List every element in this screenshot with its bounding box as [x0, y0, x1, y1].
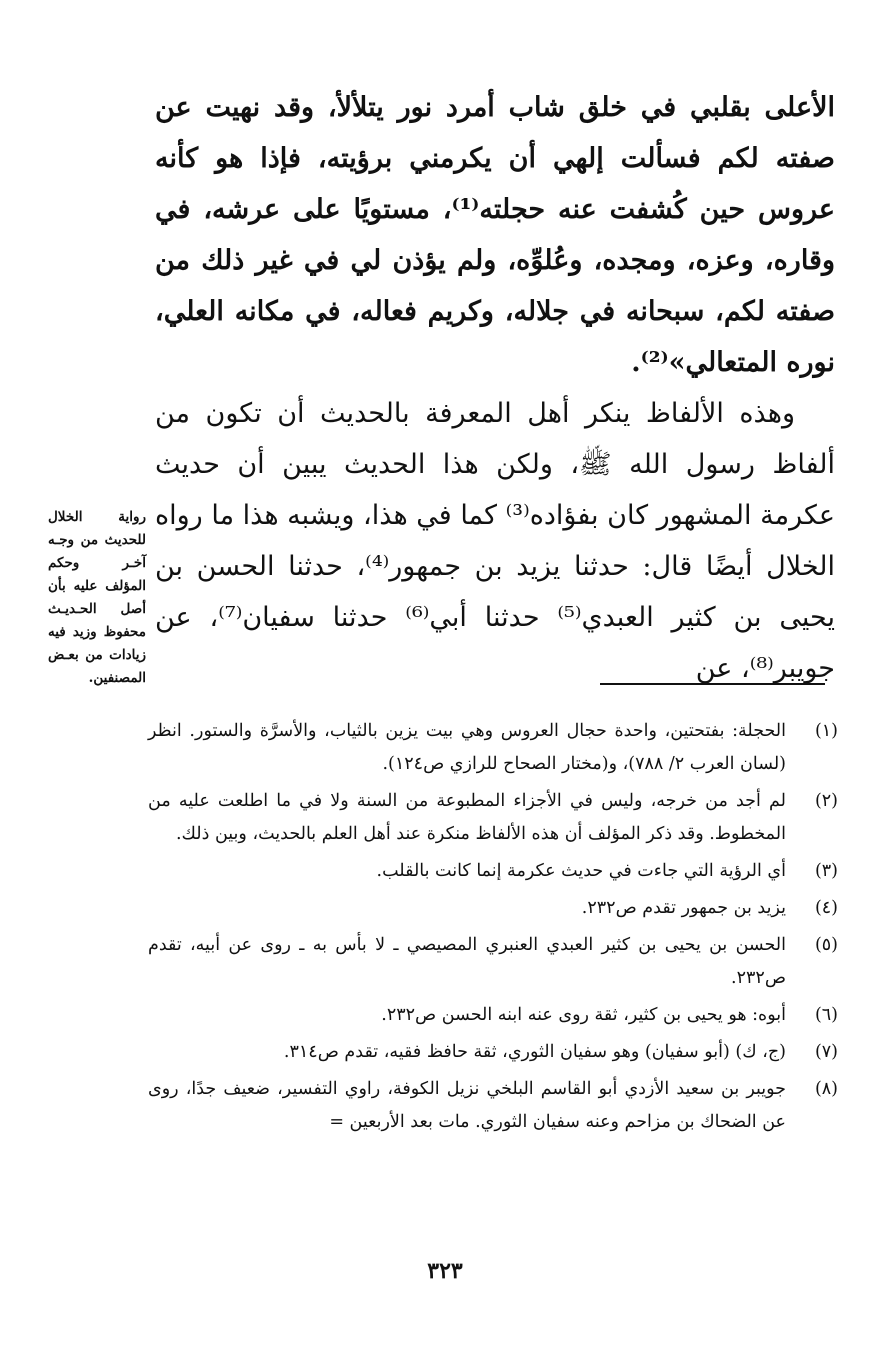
footnote-number: (٧)	[814, 1042, 838, 1062]
footnote-number: (٣)	[814, 861, 838, 881]
footnote-text: يزيد بن جمهور تقدم ص٢٣٢.	[581, 898, 786, 918]
footnote-item	[148, 892, 838, 925]
footnote-text: لم أجد من خرجه، وليس في الأجزاء المطبوعة من السنة ولا في ما اطلعت عليه من المخطوط. وقد ذكر المؤلف أن هذه الألفاظ منكرة عند أهل العلم بالحديث، وبين ذلك.	[148, 791, 786, 844]
footnote-text: أبوه: هو يحيى بن كثير، ثقة روى عنه ابنه الحسن ص٢٣٢.	[381, 1005, 786, 1025]
footnote-text: الحجلة: بفتحتين، واحدة حجال العروس وهي بيت يزين بالثياب، والأسرَّة والستور. انظر (لسان العرب ٢/ ٧٨٨)، و(مختار الصحاح للرازي ص١٢٤).	[148, 721, 786, 774]
footnote-item	[148, 929, 838, 995]
footnote-item	[148, 715, 838, 781]
footnote-text: جويبر بن سعيد الأزدي أبو القاسم البلخي نزيل الكوفة، راوي التفسير، ضعيف جدًا، روى عن الضحاك بن مزاحم وعنه سفيان الثوري. مات بعد الأربعين =	[148, 1079, 786, 1132]
footnote-number: (٢)	[814, 791, 838, 811]
footnote-number: (٤)	[814, 898, 838, 918]
main-text-block	[155, 82, 835, 694]
footnote-number: (٦)	[814, 1005, 838, 1025]
footnote-item	[148, 1073, 838, 1139]
footnote-number: (١)	[814, 721, 838, 741]
footnote-text: أي الرؤية التي جاءت في حديث عكرمة إنما كانت بالقلب.	[376, 861, 786, 881]
footnote-separator	[600, 683, 825, 685]
footnote-number: (٨)	[814, 1079, 838, 1099]
margin-note: رواية الخلال للحديث من وجـه آخـر وحكم المؤلف عليه بأن أصل الحـديـث محفوظ وزيد فيه زيادات من بعـض المصنفين.	[48, 509, 146, 686]
footnote-text: الحسن بن يحيى بن كثير العبدي العنبري المصيصي ـ لا بأس به ـ روى عن أبيه، تقدم ص٢٣٢.	[148, 935, 786, 988]
main-paragraph-1: الأعلى بقلبي في خلق شاب أمرد نور يتلألأ، وقد نهيت عن صفته لكم فسألت إلهي أن يكرمني برؤيته، فإذا هو كأنه عروس حين كُشفت عنه حجلته⁽¹⁾، مستويًا على عرشه، في وقاره، وعزه، ومجده، وعُلوِّه، ولم يؤذن لي في غير ذلك من صفته لكم، سبحانه في جلاله، وكريم فعاله، في مكانه العلي، نوره المتعالي»⁽²⁾.	[155, 92, 835, 378]
footnote-text: (ج، ك) (أبو سفيان) وهو سفيان الثوري، ثقة حافظ فقيه، تقدم ص٣١٤.	[283, 1042, 786, 1062]
footnote-number: (٥)	[814, 935, 838, 955]
footnotes-list	[148, 715, 838, 1143]
footnote-item	[148, 855, 838, 888]
footnote-item	[148, 1036, 838, 1069]
footnote-item	[148, 785, 838, 851]
main-paragraph-2: وهذه الألفاظ ينكر أهل المعرفة بالحديث أن تكون من ألفاظ رسول الله ﷺ، ولكن هذا الحديث يبين أن حديث عكرمة المشهور كان بفؤاده⁽³⁾ كما في هذا، ويشبه هذا ما رواه الخلال أيضًا قال: حدثنا يزيد بن جمهور⁽⁴⁾، حدثنا الحسن بن يحيى بن كثير العبدي⁽⁵⁾ حدثنا أبي⁽⁶⁾ حدثنا سفيان⁽⁷⁾، عن جويبر⁽⁸⁾، عن	[155, 398, 835, 684]
page-number: ٣٢٣	[427, 1258, 463, 1284]
footnote-item	[148, 999, 838, 1032]
